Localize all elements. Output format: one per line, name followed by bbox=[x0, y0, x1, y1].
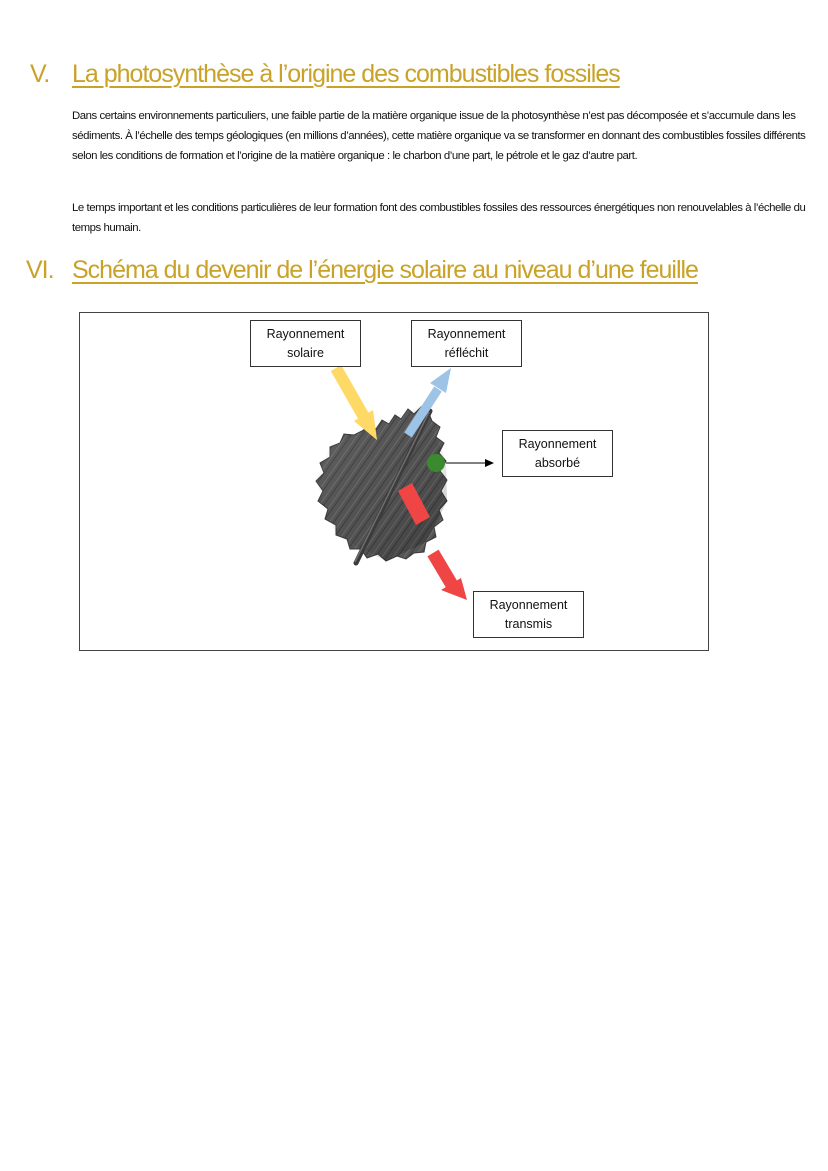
label-transmis-line-2: transmis bbox=[504, 617, 553, 631]
diagram-canvas bbox=[80, 313, 708, 650]
section-vi-heading bbox=[26, 256, 698, 285]
absorbed-pointer-arrow bbox=[446, 459, 494, 467]
label-reflechit-line-1: Rayonnement bbox=[427, 327, 506, 341]
label-transmis-line-1: Rayonnement bbox=[489, 598, 568, 612]
section-v-paragraph-2: Le temps important et les conditions particulières de leur formation font des combustibles fossiles des ressources énergétiques non renouvelables à l’échelle du temps humain. bbox=[72, 202, 806, 234]
label-rayonnement-solaire bbox=[250, 320, 361, 367]
section-v-title: La photosynthèse à l’origine des combustibles fossiles bbox=[72, 60, 620, 88]
label-solaire-line-2: solaire bbox=[287, 346, 324, 360]
section-vi-number: VI. bbox=[26, 256, 54, 284]
label-absorbe-line-2: absorbé bbox=[534, 456, 581, 470]
label-rayonnement-transmis bbox=[473, 591, 584, 638]
label-absorbe-line-1: Rayonnement bbox=[518, 437, 597, 451]
section-v-heading bbox=[30, 60, 620, 89]
label-reflechit-line-2: réfléchit bbox=[444, 346, 489, 360]
label-rayonnement-reflechit bbox=[411, 320, 522, 367]
leaf-energy-diagram bbox=[79, 312, 709, 651]
solar-radiation-arrow bbox=[336, 368, 377, 440]
section-v-paragraph-1: Dans certains environnements particuliers, une faible partie de la matière organique issue de la photosynthèse n’est pas décomposée et s’accumule dans les sédiments. À l’échelle des temps géologiques (en millions d’années), cette matière organique va se transformer en donnant des combustibles fossiles différents selon les conditions de formation et l’origine de la matière organique : le charbon d’une part, le pétrole et le gaz d’autre part. bbox=[72, 110, 806, 162]
label-rayonnement-absorbe bbox=[502, 430, 613, 477]
label-solaire-line-1: Rayonnement bbox=[266, 327, 345, 341]
section-v-number: V. bbox=[30, 60, 50, 88]
section-vi-title: Schéma du devenir de l’énergie solaire au niveau d’une feuille bbox=[72, 256, 698, 284]
absorbed-radiation-dot bbox=[427, 454, 445, 472]
leaf-shading bbox=[316, 406, 447, 561]
